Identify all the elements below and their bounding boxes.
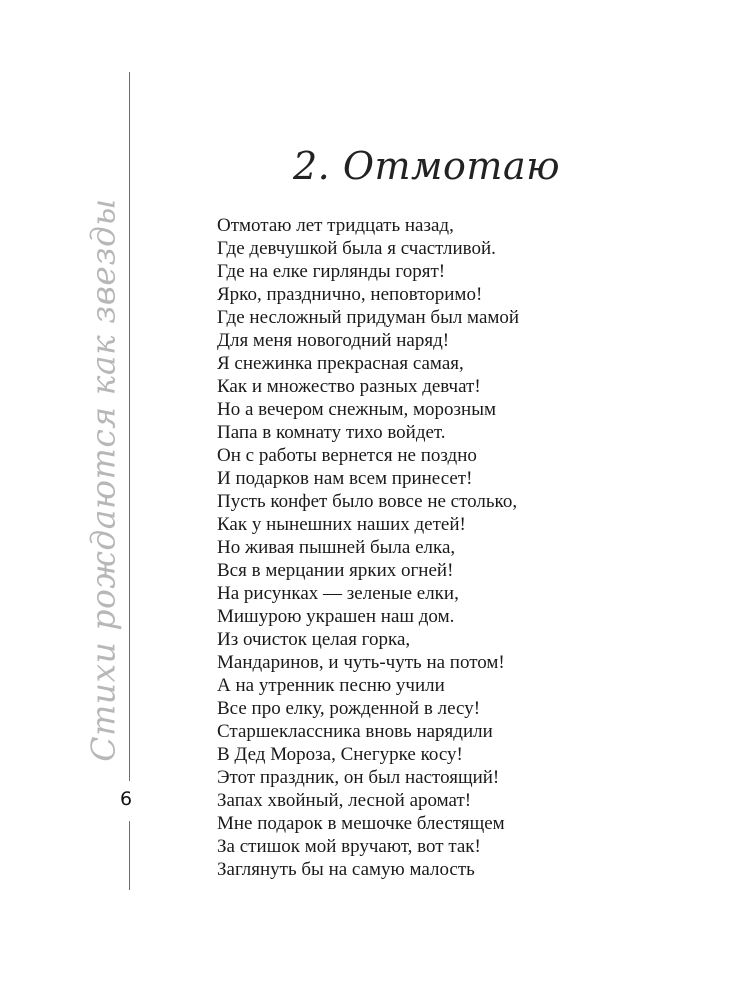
poem-line: Заглянуть бы на самую малость (217, 859, 475, 880)
poem-line: Как у нынешних наших детей! (217, 514, 466, 535)
poem-line: Все про елку, рожденной в лесу! (217, 698, 481, 719)
poem-line: Но живая пышней была елка, (217, 537, 456, 558)
poem-line: Он с работы вернется не поздно (217, 445, 477, 466)
poem-line: Запах хвойный, лесной аромат! (217, 790, 472, 811)
poem-line: Где несложный придуман был мамой (217, 307, 520, 328)
poem-line: Вся в мерцании ярких огней! (217, 560, 454, 581)
poem-line: Из очисток целая горка, (217, 629, 411, 650)
poem-line: И подарков нам всем принесет! (217, 468, 473, 489)
poem-line: Мишурою украшен наш дом. (217, 606, 455, 627)
poem-line: Для меня новогодний наряд! (217, 330, 450, 351)
poem-line: Отмотаю лет тридцать назад, (217, 215, 454, 236)
poem-line: А на утренник песню учили (217, 675, 445, 696)
poem-line: Мандаринов, и чуть-чуть на потом! (217, 652, 505, 673)
margin-rule (129, 72, 130, 890)
poem-line: Как и множество разных девчат! (217, 376, 481, 397)
poem-line: В Дед Мороза, Снегурке косу! (217, 744, 463, 765)
running-title-text: Стихи рождаются как звезды (83, 198, 123, 762)
poem-line: Пусть конфет было вовсе не столько, (217, 491, 518, 512)
poem-line: Где на елке гирлянды горят! (217, 261, 446, 282)
poem-text (217, 214, 519, 881)
chapter-heading: 2. Отмотаю (293, 144, 561, 188)
poem-line: Этот праздник, он был настоящий! (217, 767, 500, 788)
poem-line: За стишок мой вручают, вот так! (217, 836, 481, 857)
poem-line: На рисунках — зеленые елки, (217, 583, 459, 604)
page-number: 6 (120, 788, 133, 810)
poem-line: Но а вечером снежным, морозным (217, 399, 496, 420)
poem-line: Ярко, празднично, неповторимо! (217, 284, 483, 305)
poem-line: Папа в комнату тихо войдет. (217, 422, 446, 443)
poem-line: Где девчушкой была я счастливой. (217, 238, 496, 259)
poem-line: Я снежинка прекрасная самая, (217, 353, 464, 374)
poem-line: Мне подарок в мешочке блестящем (217, 813, 505, 834)
poem-line: Старшеклассника вновь нарядили (217, 721, 493, 742)
